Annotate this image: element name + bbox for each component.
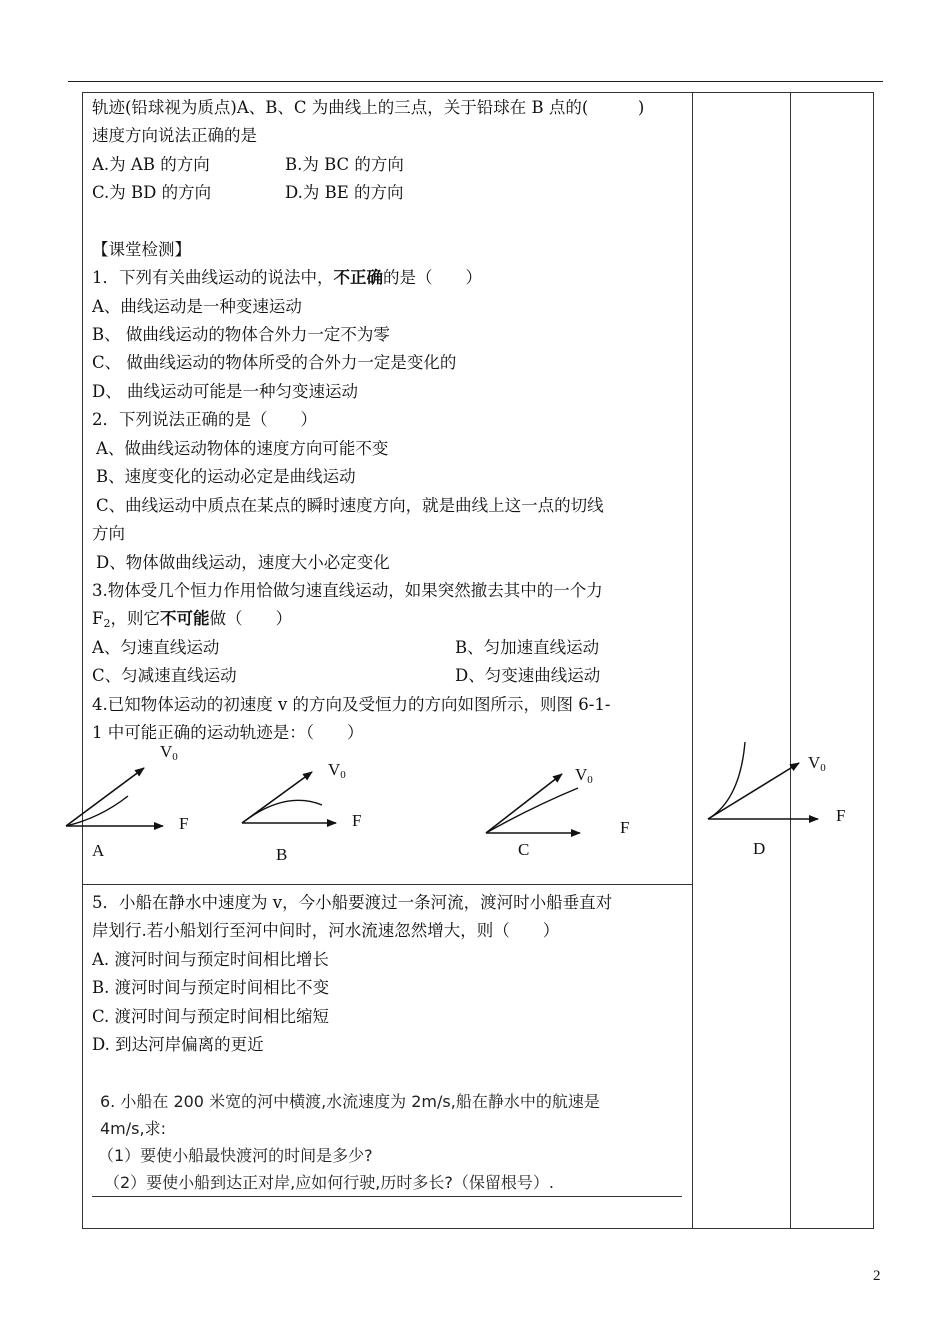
figure-a-velocity-arrow [66, 768, 144, 826]
q2-option-b: B、速度变化的运动必定是曲线运动 [96, 467, 356, 486]
q5-option-c: C. 渡河时间与预定时间相比缩短 [92, 1007, 330, 1026]
v-subscript: 0 [587, 774, 593, 786]
q3-option-a: A、匀速直线运动 [92, 638, 220, 657]
figure-d-velocity-arrow [708, 763, 799, 819]
v-symbol: V [328, 760, 341, 779]
q2-option-d: D、物体做曲线运动，速度大小必定变化 [96, 553, 390, 572]
figure-d-f-label: F [836, 806, 846, 825]
q1-option-c: C、 做曲线运动的物体所受的合外力一定是变化的 [92, 353, 457, 372]
figure-c-caption: C [518, 840, 530, 859]
figure-c-v0-label [575, 765, 593, 786]
intro-option-d: D.为 BE 的方向 [285, 183, 404, 202]
q3-force-subscript: 2 [103, 617, 111, 630]
page-number: 2 [873, 1268, 881, 1284]
figure-d-v0-label [808, 753, 826, 774]
q5-stem-line-1: 5．小船在静水中速度为 v，今小船要渡过一条河流，渡河时小船垂直对 [92, 893, 613, 912]
figure-b-caption: B [276, 845, 288, 864]
figure-d-diagram [708, 742, 821, 819]
section-title: 【课堂检测】 [92, 240, 191, 259]
intro-line-2: 速度方向说法正确的是 [92, 126, 257, 145]
figure-b-f-label: F [352, 811, 362, 830]
figure-b-trajectory [242, 800, 322, 823]
q1-option-d: D、 曲线运动可能是一种匀变速运动 [92, 382, 358, 401]
q3-stem-text: ，则它 [110, 609, 160, 628]
intro-option-b: B.为 BC 的方向 [285, 155, 404, 174]
q1-option-b: B、 做曲线运动的物体合外力一定不为零 [92, 325, 390, 344]
q3-force-symbol: F [92, 609, 104, 628]
q4-stem-line-2: 1 中可能正确的运动轨迹是：（ ） [92, 723, 364, 742]
figure-c-f-label: F [620, 818, 630, 837]
q5-option-a: A. 渡河时间与预定时间相比增长 [92, 950, 329, 969]
intro-line-1: 轨迹(铅球视为质点)A、B、C 为曲线上的三点，关于铅球在 B 点的( ) [92, 98, 645, 117]
q1-stem-text: 1．下列有关曲线运动的说法中， [92, 268, 334, 287]
q6-sub-question-1: （1）要使小船最快渡河的时间是多少? [98, 1146, 373, 1165]
q3-option-c: C、匀减速直线运动 [92, 666, 237, 685]
q2-option-c-line-2: 方向 [92, 524, 125, 543]
v-symbol: V [808, 753, 821, 772]
q1-option-a: A、曲线运动是一种变速运动 [92, 297, 302, 316]
q3-stem-tail: 做（ ） [209, 609, 292, 628]
intro-option-c: C.为 BD 的方向 [92, 183, 212, 202]
figure-a-caption: A [92, 841, 105, 860]
figure-d-caption: D [753, 839, 766, 858]
figure-c-trajectory [486, 788, 578, 833]
figure-a-v0-label [160, 742, 178, 763]
v-subscript: 0 [340, 769, 346, 781]
v-symbol: V [160, 742, 173, 761]
q3-stem-line-1: 3.物体受几个恒力作用恰做匀速直线运动，如果突然撤去其中的一个力 [92, 581, 603, 600]
q3-stem-emphasis: 不可能 [159, 609, 210, 628]
q3-option-d: D、匀变速曲线运动 [455, 666, 601, 685]
q5-stem-line-2: 岸划行.若小船划行至河中间时，河水流速忽然增大，则（ ） [92, 921, 560, 940]
q2-option-c-line-1: C、曲线运动中质点在某点的瞬时速度方向，就是曲线上这一点的切线 [96, 496, 604, 515]
q6-stem-line-1: 6. 小船在 200 米宽的河中横渡,水流速度为 2m/s,船在静水中的航速是 [100, 1092, 600, 1111]
figure-c-diagram [486, 774, 580, 833]
v-symbol: V [575, 765, 588, 784]
figure-b-diagram [242, 772, 336, 823]
intro-option-a: A.为 AB 的方向 [92, 155, 210, 174]
q1-stem-tail: 的是（ ） [383, 268, 482, 287]
q4-stem-line-1: 4.已知物体运动的初速度 v 的方向及受恒力的方向如图所示，则图 6-1- [92, 695, 611, 714]
q6-sub-question-2: （2）要使小船到达正对岸,应如何行驶,历时多长?（保留根号）. [104, 1173, 554, 1192]
q2-stem: 2．下列说法正确的是（ ） [92, 410, 317, 429]
figure-c-velocity-arrow [486, 774, 562, 833]
q6-stem-line-2: 4m/s,求: [100, 1119, 166, 1138]
q1-stem-emphasis: 不正确 [333, 268, 383, 287]
q2-option-a: A、做曲线运动物体的速度方向可能不变 [96, 439, 389, 458]
figure-a-diagram [66, 768, 163, 826]
q5-option-b: B. 渡河时间与预定时间相比不变 [92, 978, 330, 997]
q5-option-d: D. 到达河岸偏离的更近 [92, 1035, 264, 1054]
q3-option-b: B、匀加速直线运动 [455, 638, 600, 657]
v-subscript: 0 [172, 751, 178, 763]
v-subscript: 0 [820, 762, 826, 774]
figure-a-trajectory [66, 796, 128, 826]
figure-b-v0-label [328, 760, 346, 781]
figure-a-f-label: F [179, 814, 189, 833]
